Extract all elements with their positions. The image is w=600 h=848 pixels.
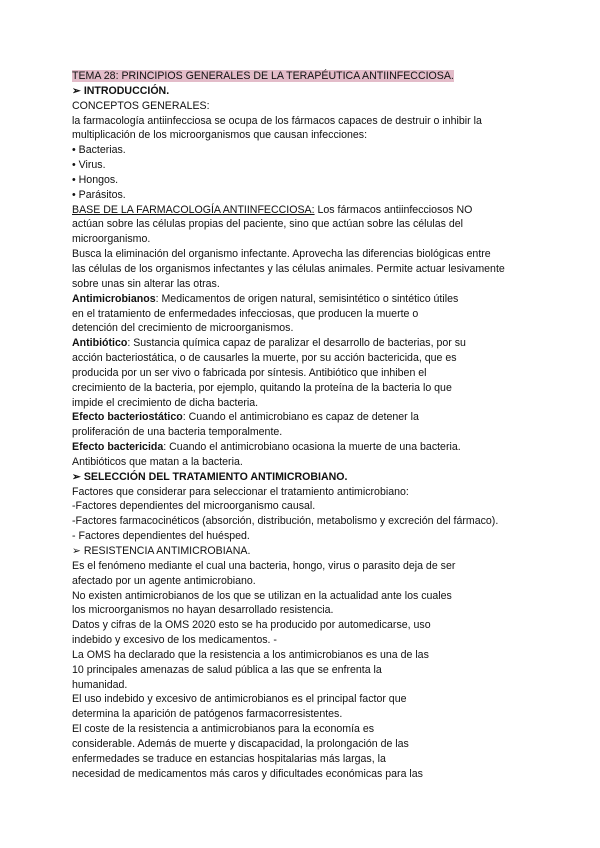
definition-text: : Sustancia química capaz de paralizar el desarrollo de bacterias, por su [127, 337, 466, 350]
bullet-item: • Virus. [72, 159, 106, 172]
title-line [72, 69, 532, 84]
paragraph-line: Factores que considerar para seleccionar el tratamiento antimicrobiano: [72, 485, 409, 498]
resistencia-heading: ➢ RESISTENCIA ANTIMICROBIANA. [72, 545, 251, 557]
paragraph-line: Busca la eliminación del organismo infectante. Aprovecha las diferencias biológicas entre [72, 248, 491, 261]
paragraph-line: en el tratamiento de enfermedades infecciosas, que producen la muerte o [72, 307, 419, 320]
bullet-item: • Parásitos. [72, 188, 126, 201]
paragraph-line: considerable. Además de muerte y discapacidad, la prolongación de las [72, 737, 409, 750]
definition-term: Efecto bactericida [72, 441, 164, 454]
paragraph-line: impide el crecimiento de dicha bacteria. [72, 396, 259, 409]
base-label: BASE DE LA FARMACOLOGÍA ANTIINFECCIOSA: [72, 203, 315, 216]
paragraph-line: actúan sobre las células propias del paciente, sino que actúan sobre las células del [72, 218, 464, 231]
intro-heading: ➢ INTRODUCCIÓN. [72, 84, 170, 97]
paragraph-line: Antibióticos que matan a la bacteria. [72, 455, 243, 468]
definition-term: Antimicrobianos [72, 292, 156, 305]
paragraph-line: la farmacología antiinfecciosa se ocupa de los fármacos capaces de destruir o inhibir la [72, 114, 482, 127]
bullet-item: • Hongos. [72, 173, 119, 186]
definition-line [72, 440, 532, 455]
paragraph-line: microorganismo. [72, 233, 151, 246]
definition-term: Efecto bacteriostático [72, 411, 183, 424]
definition-term: Antibiótico [72, 337, 128, 350]
paragraph-line: Datos y cifras de la OMS 2020 esto se ha producido por automedicarse, uso [72, 619, 431, 632]
paragraph-line: enfermedades se traduce en estancias hospitalarias más largas, la [72, 752, 386, 765]
paragraph-line: -Factores dependientes del microorganismo causal. [72, 500, 316, 513]
intro-subheading: CONCEPTOS GENERALES: [72, 99, 210, 112]
paragraph-line: indebido y excesivo de los medicamentos. - [72, 634, 277, 647]
paragraph-line: las células de los organismos infectantes y las células animales. Permite actuar lesivamente [72, 262, 505, 275]
paragraph-line: sobre unas sin alterar las otras. [72, 277, 220, 290]
paragraph-line: los microorganismos no hayan desarrollado resistencia. [72, 604, 334, 617]
paragraph-line: La OMS ha declarado que la resistencia a los antimicrobianos es una de las [72, 648, 429, 661]
base-first-line-rest: Los fármacos antiinfecciosos NO [314, 203, 473, 216]
paragraph-line: determina la aparición de patógenos farmacorresistentes. [72, 708, 343, 721]
definition-text: : Cuando el antimicrobiano es capaz de detener la [182, 411, 419, 424]
paragraph-line: 10 principales amenazas de salud pública a las que se enfrenta la [72, 663, 382, 676]
paragraph-line: No existen antimicrobianos de los que se utilizan en la actualidad ante los cuales [72, 589, 452, 602]
page-title: TEMA 28: PRINCIPIOS GENERALES DE LA TERAPÉUTICA ANTIINFECCIOSA. [72, 70, 454, 82]
definition-line [72, 410, 532, 425]
paragraph-line: multiplicación de los microorganismos que causan infecciones: [72, 129, 368, 142]
seleccion-heading: ➢ SELECCIÓN DEL TRATAMIENTO ANTIMICROBIANO. [72, 470, 348, 483]
definition-text: : Medicamentos de origen natural, semisintético o sintético útiles [155, 292, 459, 305]
paragraph-line: necesidad de medicamentos más caros y dificultades económicas para las [72, 767, 423, 780]
paragraph-line: proliferación de una bacteria temporalmente. [72, 426, 283, 439]
base-line [72, 203, 532, 218]
paragraph-line: acción bacteriostática, o de causarles la muerte, por su acción bactericida, que es [72, 352, 457, 365]
paragraph-line: El uso indebido y excesivo de antimicrobianos es el principal factor que [72, 693, 407, 706]
paragraph-line: El coste de la resistencia a antimicrobianos para la economía es [72, 723, 375, 736]
bullet-item: • Bacterias. [72, 144, 126, 157]
paragraph-line: detención del crecimiento de microorganismos. [72, 322, 294, 335]
paragraph-line: producida por un ser vivo o fabricada por síntesis. Antibiótico que inhiben el [72, 366, 427, 379]
definition-line [72, 292, 532, 307]
paragraph-line: Es el fenómeno mediante el cual una bacteria, hongo, virus o parasito deja de ser [72, 559, 456, 572]
paragraph-line: humanidad. [72, 678, 128, 691]
definition-text: : Cuando el antimicrobiano ocasiona la muerte de una bacteria. [163, 441, 461, 454]
paragraph-line: -Factores farmacocinéticos (absorción, distribución, metabolismo y excreción del fármaco). [72, 515, 499, 528]
paragraph-line: - Factores dependientes del huésped. [72, 530, 250, 543]
definition-line [72, 336, 532, 351]
paragraph-line: afectado por un agente antimicrobiano. [72, 574, 256, 587]
document-page [72, 69, 532, 782]
paragraph-line: crecimiento de la bacteria, por ejemplo, quitando la proteína de la bacteria lo que [72, 381, 452, 394]
